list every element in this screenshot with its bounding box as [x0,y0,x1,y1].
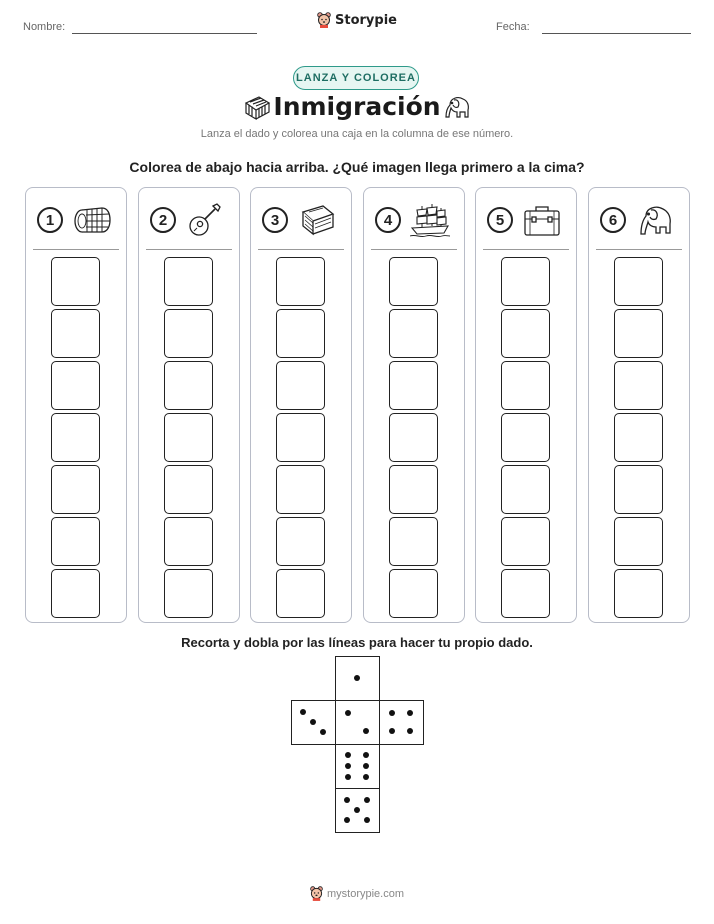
color-box[interactable] [614,569,663,618]
color-box[interactable] [614,361,663,410]
color-box[interactable] [389,257,438,306]
color-box[interactable] [501,465,550,514]
color-box[interactable] [501,361,550,410]
die-face-1 [335,656,380,701]
date-line[interactable] [542,33,691,34]
die-pip [345,710,351,716]
suitcase-icon [522,202,562,238]
column-divider [146,249,232,250]
page-title: Inmigración [273,92,441,121]
elephant-icon [441,93,473,121]
color-box[interactable] [51,517,100,566]
die-pip [363,752,369,758]
column-5 [475,187,577,623]
color-box[interactable] [51,465,100,514]
color-box[interactable] [501,569,550,618]
mandolin-icon [185,202,225,238]
column-header [251,200,351,240]
footer-url[interactable]: mystorypie.com [326,887,405,900]
color-box[interactable] [501,309,550,358]
die-pip [389,710,395,716]
color-box[interactable] [389,413,438,462]
color-box[interactable] [276,257,325,306]
color-box[interactable] [51,569,100,618]
die-pip [364,797,370,803]
color-box[interactable] [614,413,663,462]
column-header [364,200,464,240]
color-box[interactable] [614,465,663,514]
die-pip [345,774,351,780]
column-number: 1 [37,207,63,233]
color-box[interactable] [276,413,325,462]
die-face-4 [379,700,424,745]
column-header [589,200,689,240]
color-box[interactable] [51,257,100,306]
die-face-3 [291,700,336,745]
color-box[interactable] [389,569,438,618]
die-pip [345,763,351,769]
brand-logo [0,12,714,28]
column-number: 3 [262,207,288,233]
color-box[interactable] [389,361,438,410]
book-icon [297,202,337,238]
color-box[interactable] [501,517,550,566]
color-box[interactable] [51,361,100,410]
column-header [476,200,576,240]
die-pip [354,675,360,681]
color-box[interactable] [389,465,438,514]
column-6 [588,187,690,623]
die-face-6 [335,744,380,789]
column-divider [258,249,344,250]
column-number: 5 [487,207,513,233]
color-box[interactable] [389,517,438,566]
date-label: Fecha: [496,21,530,33]
ship-icon [410,202,450,238]
column-number: 6 [600,207,626,233]
name-label: Nombre: [23,21,66,33]
cut-instruction: Recorta y dobla por las líneas para hacer tu propio dado. [181,635,533,650]
color-box[interactable] [164,309,213,358]
subtitle: Lanza el dado y colorea una caja en la columna de ese número. [200,128,514,140]
instruction: Colorea de abajo hacia arriba. ¿Qué imagen llega primero a la cima? [129,159,585,175]
die-pip [363,774,369,780]
column-divider [371,249,457,250]
color-box[interactable] [276,569,325,618]
title-row [0,90,714,128]
column-1 [25,187,127,623]
column-4 [363,187,465,623]
die-pip [407,710,413,716]
column-header [139,200,239,240]
die-pip [364,817,370,823]
die-pip [344,817,350,823]
color-box[interactable] [164,517,213,566]
die-pip [407,728,413,734]
footer [0,886,714,901]
column-divider [33,249,119,250]
storypie-bear-icon [317,12,331,28]
hay-bale-icon [72,202,112,238]
die-pip [310,719,316,725]
color-box[interactable] [501,413,550,462]
color-box[interactable] [276,517,325,566]
activity-badge: LANZA Y COLOREA [293,66,419,90]
brand-name: Storypie [335,12,397,28]
color-box[interactable] [51,413,100,462]
color-box[interactable] [276,361,325,410]
color-box[interactable] [501,257,550,306]
color-box[interactable] [164,413,213,462]
die-pip [320,729,326,735]
elephant-icon [635,202,675,238]
die-pip [363,728,369,734]
name-line[interactable] [72,33,257,34]
color-box[interactable] [164,569,213,618]
color-box[interactable] [164,465,213,514]
column-divider [483,249,569,250]
column-divider [596,249,682,250]
die-pip [363,763,369,769]
column-number: 4 [375,207,401,233]
column-header [26,200,126,240]
color-box[interactable] [614,309,663,358]
color-box[interactable] [164,361,213,410]
die-face-2 [335,700,380,745]
color-box[interactable] [276,309,325,358]
die-pip [344,797,350,803]
die-pip [389,728,395,734]
die-pip [354,807,360,813]
color-box[interactable] [276,465,325,514]
storypie-bear-icon [310,886,323,901]
column-2 [138,187,240,623]
die-pip [345,752,351,758]
color-box[interactable] [614,517,663,566]
die-pip [300,709,306,715]
column-3 [250,187,352,623]
column-number: 2 [150,207,176,233]
die-face-5 [335,788,380,833]
color-box[interactable] [614,257,663,306]
color-box[interactable] [51,309,100,358]
color-box[interactable] [389,309,438,358]
color-box[interactable] [164,257,213,306]
